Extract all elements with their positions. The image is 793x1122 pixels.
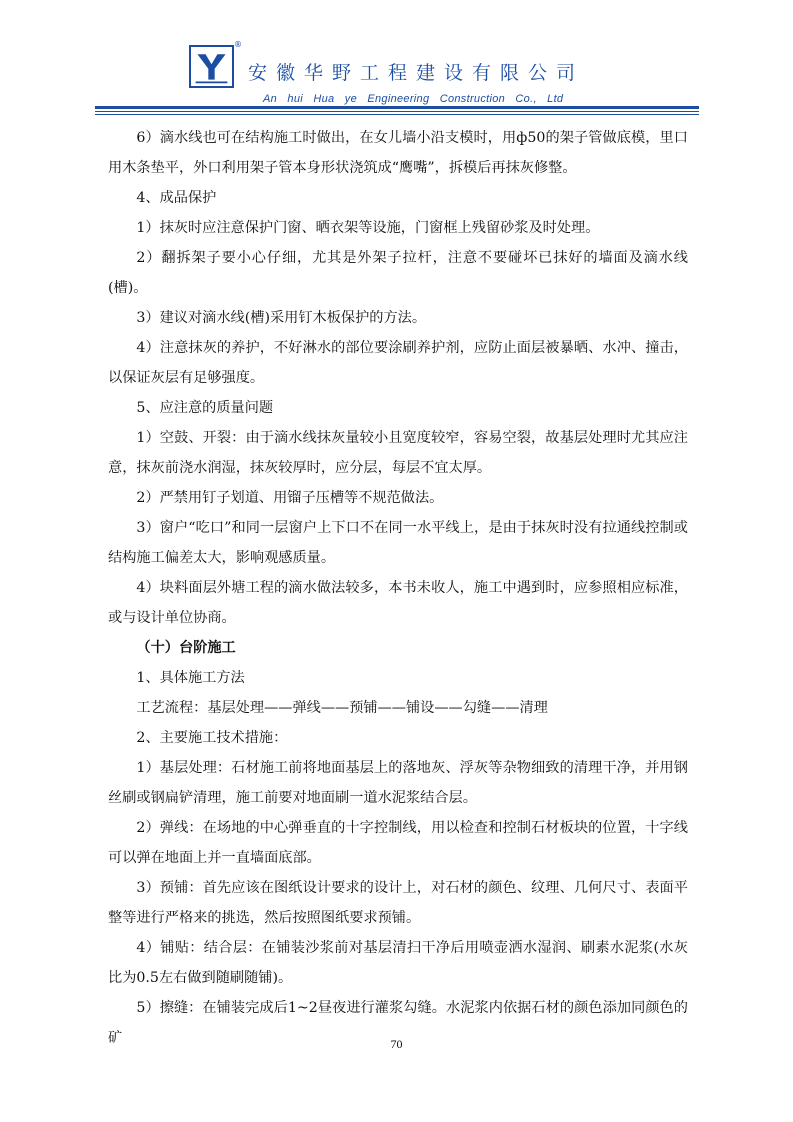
paragraph: 3）预铺：首先应该在图纸设计要求的设计上，对石材的颜色、纹理、几何尺寸、表面平整等进行严格来的挑选，然后按照图纸要求预铺。 [108, 880, 688, 926]
paragraph: 4）注意抹灰的养护，不好淋水的部位要涂刷养护剂，应防止面层被暴晒、水冲、撞击，以保证灰层有足够强度。 [108, 340, 688, 386]
header-rule-thin [95, 111, 699, 112]
paragraph: 6）滴水线也可在结构施工时做出，在女儿墙小沿支模时，用ф50的架子管做底模，里口用木条垫平，外口利用架子管本身形状浇筑成“鹰嘴”，拆模后再抹灰修整。 [108, 130, 688, 176]
header-rule-thin [95, 114, 699, 115]
document-body [108, 123, 688, 1053]
paragraph: 2）翻拆架子要小心仔细，尤其是外架子拉杆，注意不要碰坏已抹好的墙面及滴水线(槽)。 [108, 250, 688, 296]
page-number: 70 [390, 1037, 403, 1051]
page-header [0, 0, 793, 120]
paragraph: 1）抹灰时应注意保护门窗、晒衣架等设施，门窗框上残留砂浆及时处理。 [136, 220, 600, 236]
paragraph: 1、具体施工方法 [136, 670, 245, 686]
paragraph: 4）块料面层外塘工程的滴水做法较多，本书未收人，施工中遇到时，应参照相应标准，或与设计单位协商。 [108, 580, 688, 626]
header-rule-thick [95, 106, 699, 109]
paragraph: 4、成品保护 [136, 190, 217, 206]
paragraph: 4）铺贴：结合层：在铺装沙浆前对基层清扫干净后用喷壶洒水湿润、刷素水泥浆(水灰比为0.5左右做到随刷随铺)。 [108, 940, 688, 986]
paragraph: 5、应注意的质量问题 [136, 400, 274, 416]
company-name-en: An hui Hua ye Engineering Construction Co., Ltd [263, 93, 564, 105]
registered-mark: ® [234, 40, 242, 49]
paragraph: 1）基层处理：石材施工前将地面基层上的落地灰、浮灰等杂物细致的清理干净，并用钢丝刷或钢扁铲清理，施工前要对地面刷一道水泥浆结合层。 [108, 760, 688, 806]
company-logo-icon [189, 45, 234, 88]
paragraph: 1）空鼓、开裂：由于滴水线抹灰量较小且宽度较窄，容易空裂，故基层处理时尤其应注意，抹灰前浇水润湿，抹灰较厚时，应分层，每层不宜太厚。 [108, 430, 688, 476]
paragraph: 5）擦缝：在铺装完成后1~2昼夜进行灌浆勾缝。水泥浆内依据石材的颜色添加同颜色的矿 [108, 1000, 688, 1046]
paragraph: 2）严禁用钉子划道、用镏子压槽等不规范做法。 [136, 490, 444, 506]
paragraph: 3）建议对滴水线(槽)采用钉木板保护的方法。 [136, 310, 427, 326]
company-name-cn: 安徽华野工程建设有限公司 [248, 62, 585, 84]
section-heading: （十）台阶施工 [136, 640, 236, 656]
paragraph: 工艺流程：基层处理——弹线——预铺——铺设——勾缝——清理 [136, 700, 548, 716]
paragraph: 3）窗户“吃口”和同一层窗户上下口不在同一水平线上，是由于抹灰时没有拉通线控制或结构施工偏差太大，影响观感质量。 [108, 520, 688, 566]
paragraph: 2）弹线：在场地的中心弹垂直的十字控制线，用以检查和控制石材板块的位置，十字线可以弹在地面上并一直墙面底部。 [108, 820, 688, 866]
paragraph: 2、主要施工技术措施： [136, 730, 288, 746]
